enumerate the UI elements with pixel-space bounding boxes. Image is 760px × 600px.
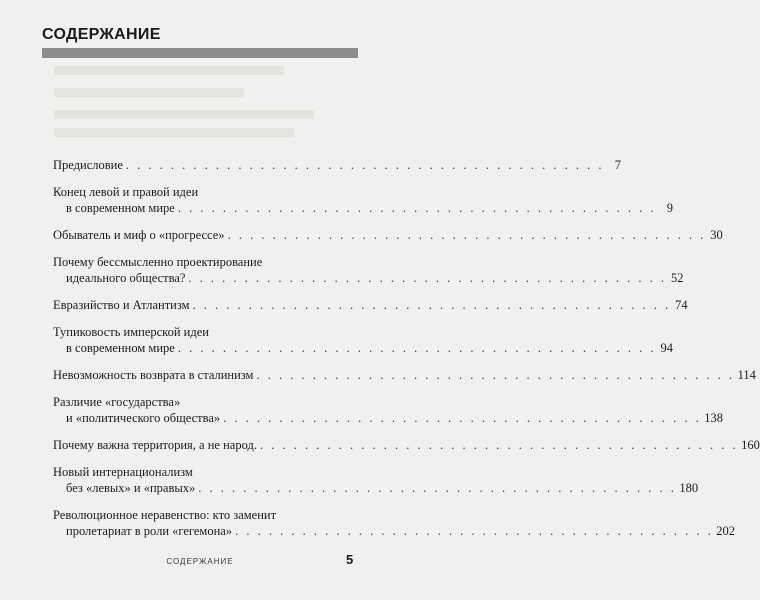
toc-entry[interactable] [53,227,723,243]
toc-entry-row [53,480,699,496]
toc-entry-title-line: Различие «государства» [53,395,181,409]
toc-entry-title: в современном мире [66,341,175,355]
toc-entry-row [53,367,756,383]
dot-leader: . . . . . . . . . . . . . . . . . . . . . . . . . . . . . . . . . . . . . . . . . . . [125,158,605,172]
toc-entry-title-line: Конец левой и правой идеи [53,185,199,199]
toc-entry-title: Обыватель и миф о «прогрессе» [53,228,225,242]
toc-entry-title: Почему важна территория, а не народ. [53,438,257,452]
page-title: СОДЕРЖАНИЕ [42,26,161,43]
footer-section-label: СОДЕРЖАНИЕ [166,557,234,566]
toc-entry[interactable] [53,324,673,356]
toc-entry[interactable] [53,254,684,286]
toc-page-number: 114 [737,368,756,382]
dot-leader: . . . . . . . . . . . . . . . . . . . . . . . . . . . . . . . . . . . . . . . . . . . [177,341,656,355]
toc-entry[interactable] [53,507,735,539]
toc-entry-title-line: Тупиковость имперской идеи [53,325,209,339]
toc-page-number: 160 [741,438,760,452]
toc-entry-title: Евразийство и Атлантизм [53,298,190,312]
header-rule [42,48,358,58]
footer-page-number: 5 [346,552,354,567]
toc-page-number: 7 [614,158,622,172]
bleed-through-line [54,66,284,75]
toc-entry[interactable] [53,394,724,426]
dot-leader: . . . . . . . . . . . . . . . . . . . . . . . . . . . . . . . . . . . . . . . . . . . [223,411,702,425]
toc-page-number: 9 [666,201,673,215]
toc-page-number: 138 [704,411,724,425]
toc-entry-title: в современном мире [66,201,175,215]
toc-entry-row [53,200,673,216]
dot-leader: . . . . . . . . . . . . . . . . . . . . . . . . . . . . . . . . . . . . . . . . . . . [188,271,667,285]
toc-entry-title: без «левых» и «правых» [66,481,196,495]
toc-entry-row [53,270,684,286]
toc-entry-row [53,297,688,313]
toc-entry[interactable] [53,437,760,453]
toc-entry[interactable] [53,367,756,383]
toc-entry[interactable] [53,464,699,496]
toc-entry-row [53,340,673,356]
toc-entry-row [53,437,760,453]
dot-leader: . . . . . . . . . . . . . . . . . . . . . . . . . . . . . . . . . . . . . . . . . . . [198,481,677,495]
toc-page-number: 180 [679,481,699,495]
toc-entry-title-line: Новый интернационализм [53,465,193,479]
toc-page-number: 94 [660,341,673,355]
toc-page-number: 74 [675,298,688,312]
dot-leader: . . . . . . . . . . . . . . . . . . . . . . . . . . . . . . . . . . . . . . . . . . . [177,201,656,215]
toc-entry-row [53,157,622,173]
toc-entry[interactable] [53,157,622,173]
toc-page-number: 202 [716,524,735,538]
toc-entry-row [53,410,724,426]
toc-entry[interactable] [53,297,688,313]
toc-page-number: 30 [710,228,723,242]
toc-entry-title: идеального общества? [66,271,186,285]
dot-leader: . . . . . . . . . . . . . . . . . . . . . . . . . . . . . . . . . . . . . . . . . . . [256,368,735,382]
bleed-through-line [54,110,314,119]
bleed-through-line [54,88,244,97]
dot-leader: . . . . . . . . . . . . . . . . . . . . . . . . . . . . . . . . . . . . . . . . . . . [227,228,706,242]
dot-leader: . . . . . . . . . . . . . . . . . . . . . . . . . . . . . . . . . . . . . . . . . . . [192,298,671,312]
toc-entry-title: Невозможность возврата в сталинизм [53,368,254,382]
toc-entry-row [53,227,723,243]
toc-entry-title-line: Революционное неравенство: кто заменит [53,508,277,522]
dot-leader: . . . . . . . . . . . . . . . . . . . . . . . . . . . . . . . . . . . . . . . . . . . [259,438,739,452]
toc-page-number: 52 [671,271,684,285]
table-of-contents [53,157,760,550]
toc-entry[interactable] [53,184,673,216]
toc-entry-title-line: Почему бессмысленно проектирование [53,255,263,269]
toc-entry-title: Предисловие [53,158,123,172]
toc-entry-title: и «политического общества» [66,411,221,425]
dot-leader: . . . . . . . . . . . . . . . . . . . . . . . . . . . . . . . . . . . . . . . . . . . [235,524,714,538]
toc-entry-title: пролетариат в роли «гегемона» [66,524,233,538]
bleed-through-line [54,128,294,137]
toc-entry-row [53,523,735,539]
